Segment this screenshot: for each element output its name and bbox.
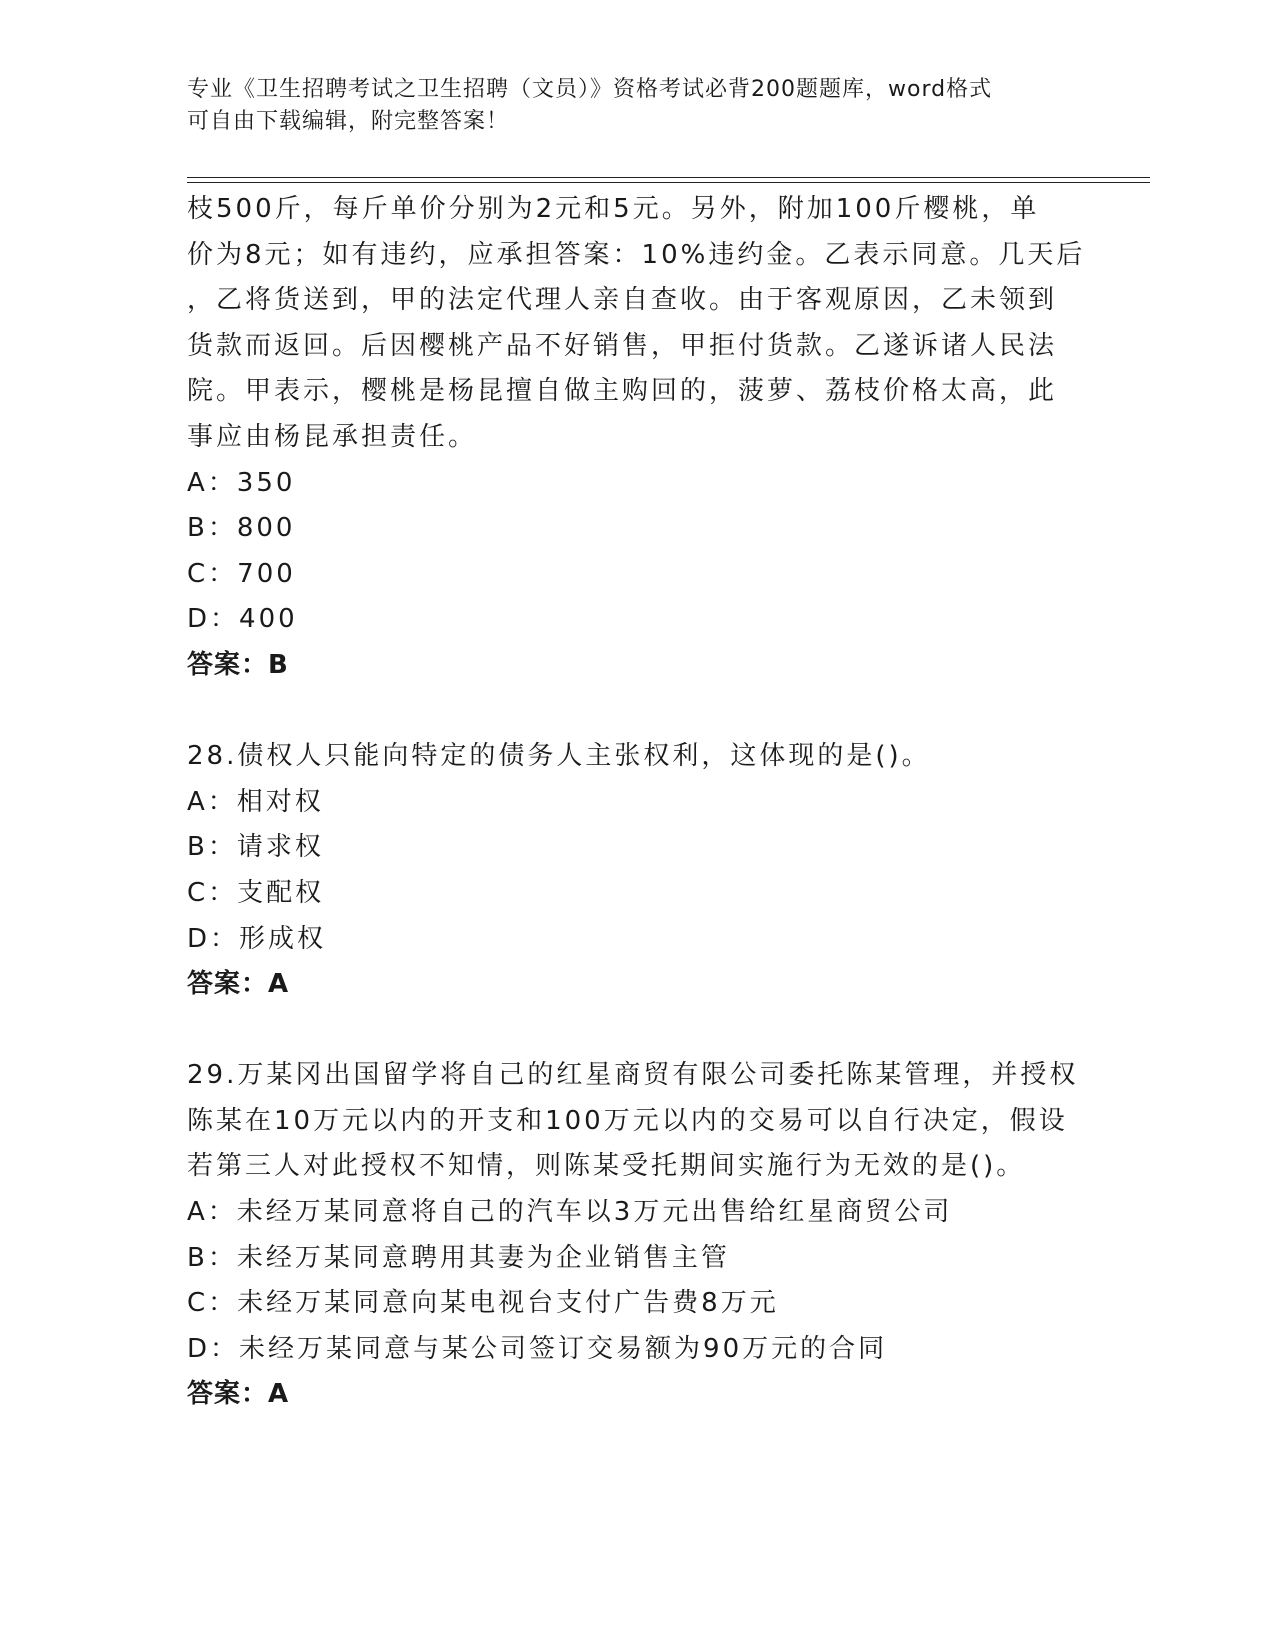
- option-a: A：350: [187, 467, 296, 498]
- question-stem-line: 陈某在10万元以内的开支和100万元以内的交易可以自行决定，假设: [187, 1105, 1068, 1136]
- option-d: D：未经万某同意与某公司签订交易额为90万元的合同: [187, 1333, 888, 1364]
- answer-line: 答案：A: [187, 969, 290, 1000]
- document-body: [187, 187, 1087, 1418]
- spacer: [187, 689, 1087, 735]
- option-a: A：相对权: [187, 786, 324, 817]
- header-divider-top: [187, 177, 1150, 178]
- question-stem-line: 29.万某冈出国留学将自己的红星商贸有限公司委托陈某管理，并授权: [187, 1060, 1079, 1091]
- question-stem-line: 院。甲表示，樱桃是杨昆擅自做主购回的，菠萝、荔枝价格太高，此: [187, 376, 1058, 407]
- question-stem-line: 28.债权人只能向特定的债务人主张权利，这体现的是()。: [187, 741, 931, 772]
- header-divider-bottom: [187, 182, 1150, 183]
- question-stem-line: ，乙将货送到，甲的法定代理人亲自查收。由于客观原因，乙未领到: [187, 285, 1058, 316]
- option-c: C：700: [187, 558, 296, 589]
- option-b: B：未经万某同意聘用其妻为企业销售主管: [187, 1242, 730, 1273]
- question-stem-line: 枝500斤，每斤单价分别为2元和5元。另外，附加100斤樱桃，单: [187, 194, 1040, 224]
- option-a: A：未经万某同意将自己的汽车以3万元出售给红星商贸公司: [187, 1197, 953, 1228]
- option-b: B：请求权: [187, 832, 324, 863]
- option-d: D：形成权: [187, 923, 327, 954]
- header-line-1: 专业《卫生招聘考试之卫生招聘（文员）》资格考试必背200题题库，word格式: [187, 77, 993, 102]
- option-c: C：未经万某同意向某电视台支付广告费8万元: [187, 1288, 779, 1319]
- option-b: B：800: [187, 513, 296, 544]
- answer-line: 答案：B: [187, 649, 289, 680]
- question-stem-line: 若第三人对此授权不知情，则陈某受托期间实施行为无效的是()。: [187, 1151, 1026, 1182]
- question-stem-line: 货款而返回。后因樱桃产品不好销售，甲拒付货款。乙遂诉诸人民法: [187, 330, 1058, 361]
- header-line-2: 可自由下载编辑，附完整答案！: [187, 109, 510, 134]
- option-d: D：400: [187, 604, 298, 635]
- document-header: [187, 74, 1067, 138]
- question-29: [187, 1053, 1087, 1418]
- question-stem-line: 价为8元；如有违约，应承担答案：10%违约金。乙表示同意。几天后: [187, 239, 1086, 270]
- option-c: C：支配权: [187, 877, 325, 908]
- spacer: [187, 1008, 1087, 1054]
- question-stem-line: 事应由杨昆承担责任。: [187, 421, 478, 452]
- question-27: [187, 187, 1087, 689]
- answer-line: 答案：A: [187, 1379, 290, 1410]
- question-28: [187, 734, 1087, 1008]
